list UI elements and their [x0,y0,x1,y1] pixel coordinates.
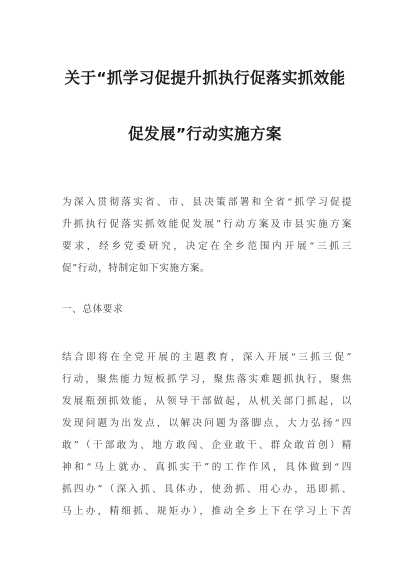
paragraph-line: 结合即将在全党开展的主题教育，深入开展“三抓三促” [62,352,352,363]
paragraph-line: 要求，经乡党委研究，决定在全乡范围内开展“三抓三 [62,241,352,252]
paragraph-line: 升抓执行促落实抓效能促发展”行动方案及市县实施方案 [62,219,352,230]
paragraph-line: 马上办，精细抓、规矩办），推动全乡上下在学习上下苦 [62,506,352,517]
intro-paragraph [62,192,352,280]
document-title-line-1: 关于“抓学习促提升抓执行促落实抓效能 [64,69,346,87]
paragraph-line: 发展瓶颈抓效能，从领导干部做起，从机关部门抓起，以 [62,396,352,407]
body-paragraph [62,347,352,523]
paragraph-line: 抓四办”（深入抓、具体办，使劲抓、用心办，迅即抓、 [62,484,352,495]
paragraph-line: 敢”（干部敢为、地方敢闯、企业敢干、群众敢首创）精 [62,440,352,451]
paragraph-line: 发现问题为出发点，以解决问题为落脚点，大力弘扬“四 [62,418,352,429]
paragraph-line: 为深入贯彻落实省、市、县决策部署和全省“抓学习促提 [62,197,352,208]
paragraph-line: 神和“马上就办、真抓实干”的工作作风，具体做到“四 [62,462,352,473]
paragraph-line: 行动，聚焦能力短板抓学习，聚焦落实难题抓执行，聚焦 [62,374,352,385]
section-heading: 一、总体要求 [62,304,124,315]
document-title-line-2: 促发展”行动实施方案 [128,125,282,143]
paragraph-line: 促”行动，特制定如下实施方案。 [62,263,211,274]
